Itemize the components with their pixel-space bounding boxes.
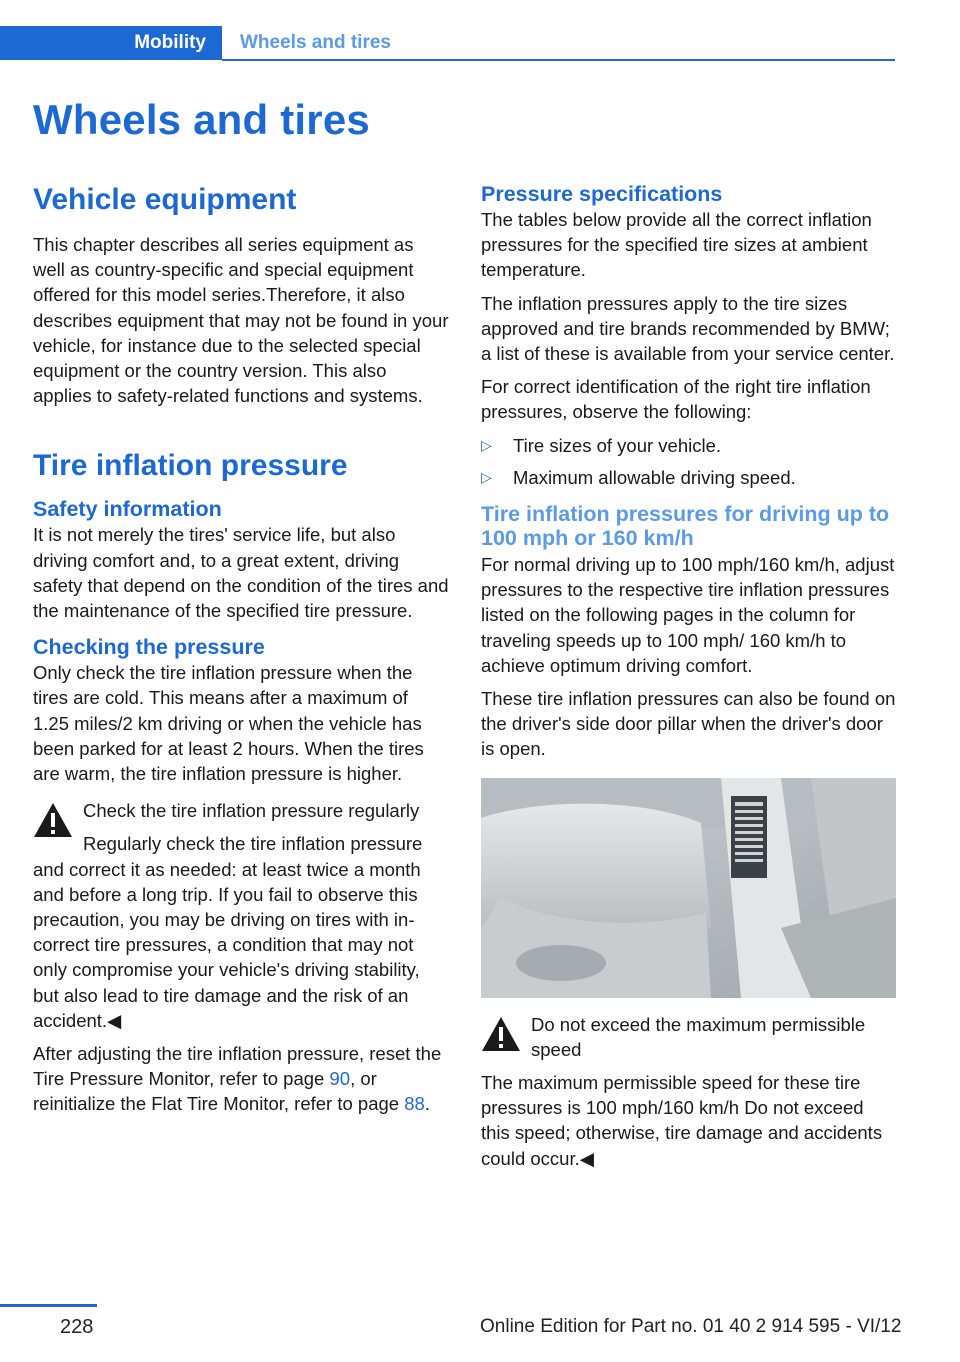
page-title: Wheels and tires [33, 96, 370, 143]
paragraph-vehicle-equipment: This chapter describes all series equipment as well as country-specific and special equipment offered for this model series.Therefore, it also describes equipment that may not be found in your vehicle, for instance due to the selected special equipment or the country version. This also applies to safety-related functions and systems. [33, 234, 449, 407]
right-column [481, 182, 897, 1179]
page-number: 228 [60, 1316, 94, 1338]
warning-check-pressure [33, 798, 449, 823]
page-link-90[interactable]: 90 [329, 1068, 351, 1090]
warning-body-check-pressure: Regularly check the tire inflation pressure and correct it as needed: at least twice a month and before a long trip. If you fail to observe this precaution, you may be driving on tires with incorrect tire pressures, a condition that may not only compromise your vehicle's driving stability, but also lead to tire damage and the risk of an accident.◀ [33, 833, 423, 1031]
header-rule [222, 59, 895, 61]
heading-safety-information: Safety information [33, 497, 222, 522]
tab-mobility[interactable]: Mobility [0, 26, 222, 60]
list-item [481, 465, 897, 490]
after-adjusting-text-1: After adjusting the tire inflation pressure, reset the Tire Pressure Monitor, refer to page [33, 1043, 442, 1090]
paragraph-pressure-specs-3: For correct identification of the right tire inflation pressures, observe the following: [481, 376, 871, 423]
paragraph-speed-1: For normal driving up to 100 mph/160 km/h, adjust pressures to the respective tire inflation pressures listed on the following pages in the column for traveling speeds up to 100 mph/ 160 km/h to achieve optimum driving comfort. [481, 554, 895, 676]
footer-rule [0, 1304, 97, 1307]
heading-pressure-specifications: Pressure specifications [481, 182, 723, 206]
bullet-text: Tire sizes of your vehicle. [513, 434, 722, 456]
triangle-bullet-icon: ▷ [481, 436, 492, 453]
bullet-list [481, 433, 897, 490]
warning-body-max-speed: The maximum permissible speed for these tire pressures is 100 mph/160 km/h Do not exceed this speed; otherwise, tire damage and accidents could occur.◀ [481, 1072, 883, 1169]
warning-triangle-icon [481, 1016, 521, 1052]
warning-max-speed [481, 1012, 897, 1062]
after-adjusting-text-3: . [424, 1093, 430, 1115]
paragraph-pressure-specs-1: The tables below provide all the correct inflation pressures for the specified tire sizes at ambient temperature. [481, 209, 872, 281]
left-column [33, 182, 449, 1125]
door-pillar-photo [481, 778, 896, 998]
heading-speed-100mph: Tire inflation pressures for driving up to 100 mph or 160 km/h [481, 502, 890, 551]
heading-vehicle-equipment: Vehicle equipment [33, 183, 297, 216]
warning-title-max-speed: Do not exceed the maximum permissible speed [531, 1013, 866, 1060]
header-bar [0, 26, 895, 62]
paragraph-safety-information: It is not merely the tires' service life, but also driving comfort and, to a great extent, driving safety that depend on the condition of the tires and the maintenance of the specified tire pressure. [33, 524, 449, 622]
paragraph-checking-pressure: Only check the tire inflation pressure when the tires are cold. This means after a maximum of 1.25 miles/2 km driving or when the vehicle has been parked for at least 2 hours. When the tires are warm, the tire inflation pressure is higher. [33, 662, 424, 785]
heading-tire-inflation-pressure: Tire inflation pressure [33, 449, 348, 483]
tab-wheels-and-tires[interactable]: Wheels and tires [240, 32, 391, 53]
heading-checking-pressure: Checking the pressure [33, 635, 265, 660]
paragraph-after-adjusting [33, 1041, 449, 1117]
after-adjusting-text-2: , or reinitialize the Flat Tire Monitor, refer to page [33, 1068, 405, 1115]
warning-triangle-icon [33, 802, 73, 838]
list-item [481, 433, 897, 458]
paragraph-speed-2: These tire inflation pressures can also be found on the driver's side door pillar when the driver's door is open. [481, 688, 896, 760]
bullet-text: Maximum allowable driving speed. [513, 466, 796, 488]
warning-title-check-pressure: Check the tire inflation pressure regularly [83, 800, 420, 822]
edition-text: Online Edition for Part no. 01 40 2 914 595 - VI/12 [480, 1316, 902, 1337]
page-link-88[interactable]: 88 [404, 1093, 425, 1115]
triangle-bullet-icon: ▷ [481, 468, 492, 485]
paragraph-pressure-specs-2: The inflation pressures apply to the tire sizes approved and tire brands recommended by BMW; a list of these is available from your service center. [481, 292, 895, 365]
